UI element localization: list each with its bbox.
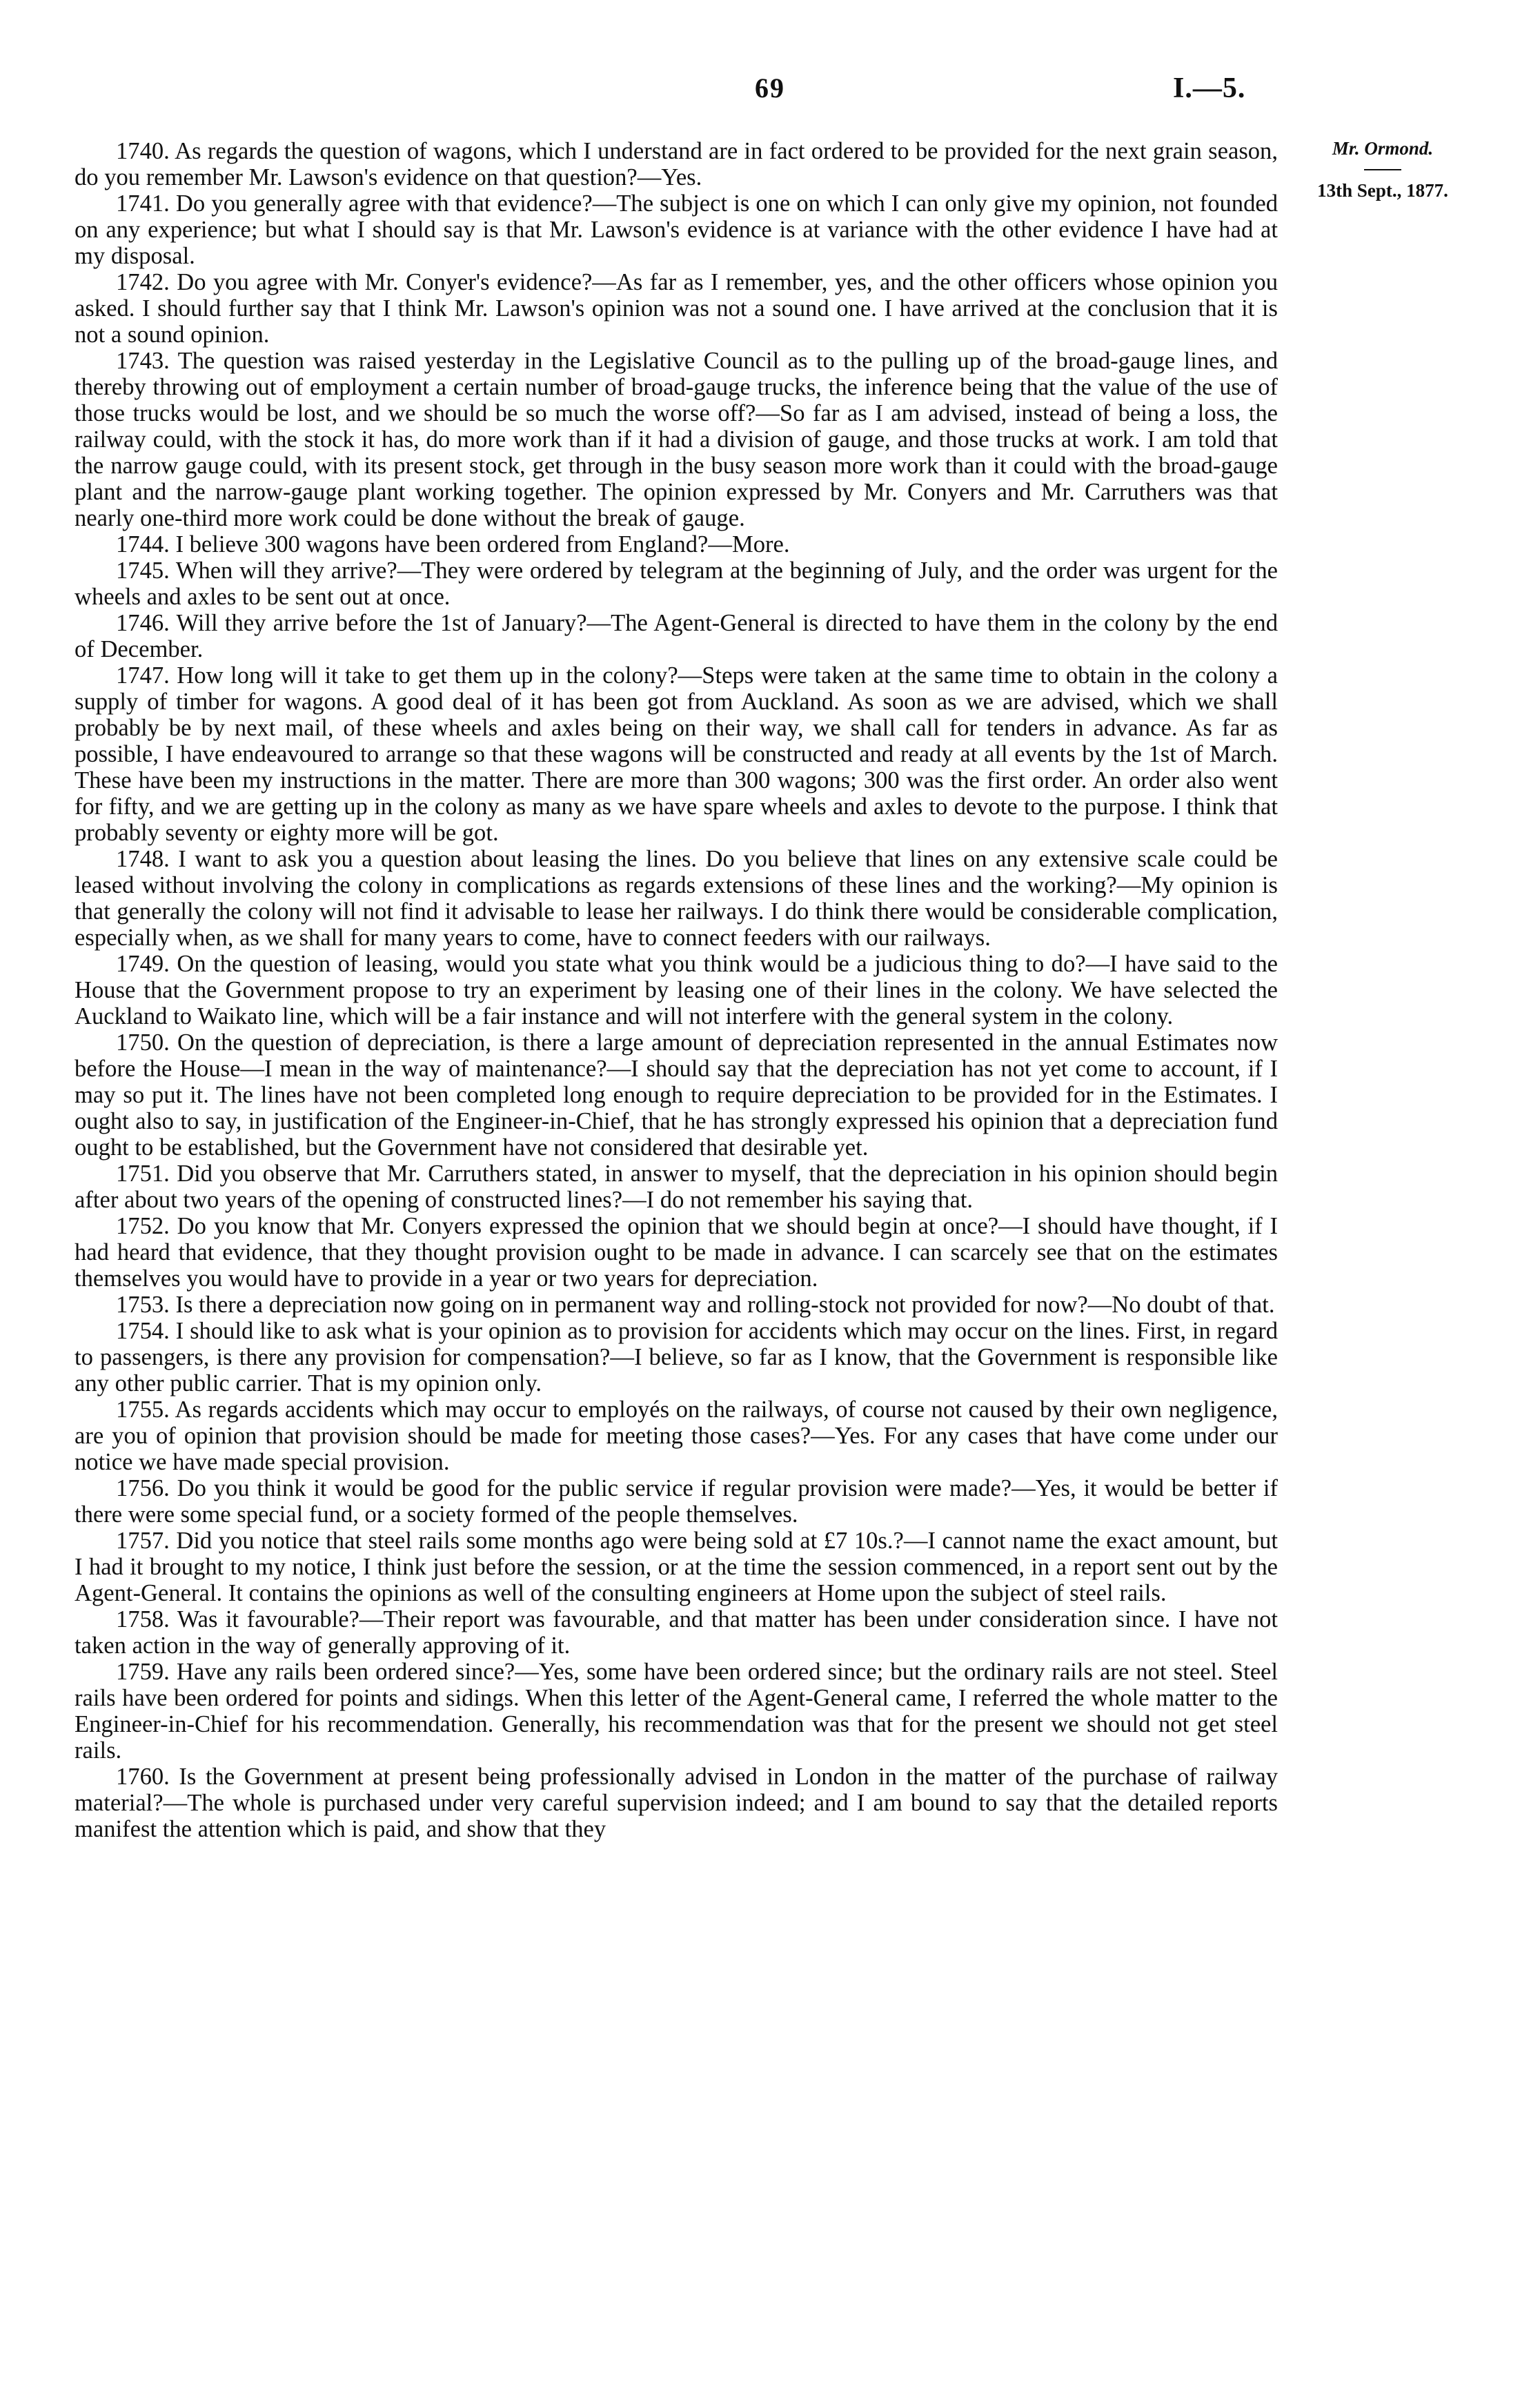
question-1755: 1755. As regards accidents which may occur to employés on the railways, of course not caused by their own negligence, are you of opinion that provision should be made for meeting those cases?—Yes. For any cases that have come under our notice we have made special provision. [75,1397,1278,1475]
question-1754: 1754. I should like to ask what is your opinion as to provision for accidents which may occur on the lines. First, in regard to passengers, is there any provision for compensation?—I believe, so far as I know, that the Government is responsible like any other public carrier. That is my opinion only. [75,1318,1278,1397]
session-date: 13th Sept., 1877. [1317,180,1448,201]
question-1744: 1744. I believe 300 wagons have been ordered from England?—More. [116,531,790,557]
evidence-body [75,138,1278,1842]
question-1753: 1753. Is there a depreciation now going on in permanent way and rolling-stock not provided for now?—No doubt of that. [116,1292,1275,1318]
question-1745: 1745. When will they arrive?—They were ordered by telegram at the beginning of July, and the order was urgent for the wheels and axles to be sent out at once. [75,557,1278,610]
margin-note [1300,138,1465,201]
question-1759: 1759. Have any rails been ordered since?—Yes, some have been ordered since; but the ordinary rails are not steel. Steel rails have been ordered for points and sidings. When this letter of the Agent-General came, I referred the whole matter to the Engineer-in-Chief for his recommendation. Generally, his recommendation was that for the present we should not get steel rails. [75,1659,1278,1764]
witness-name: Mr. Ormond. [1332,138,1434,159]
margin-divider [1364,169,1401,170]
question-1751: 1751. Did you observe that Mr. Carruthers stated, in answer to myself, that the depreciation in his opinion should begin after about two years of the opening of constructed lines?—I do not remember his saying that. [75,1161,1278,1213]
question-1749: 1749. On the question of leasing, would you state what you think would be a judicious thing to do?—I have said to the House that the Government propose to try an experiment by leasing one of their lines in the colony. We have selected the Auckland to Waikato line, which will be a fair instance and will not interfere with the general system in the colony. [75,951,1278,1029]
question-1758: 1758. Was it favourable?—Their report was favourable, and that matter has been under consideration since. I have not taken action in the way of generally approving of it. [75,1606,1278,1659]
question-1742: 1742. Do you agree with Mr. Conyer's evidence?—As far as I remember, yes, and the other officers whose opinion you asked. I should further say that I think Mr. Lawson's opinion was not a sound one. I have arrived at the conclusion that it is not a sound opinion. [75,269,1278,348]
question-1743: 1743. The question was raised yesterday in the Legislative Council as to the pulling up of the broad-gauge lines, and thereby throwing out of employment a certain number of broad-gauge trucks, the inference being that the value of the use of those trucks would be lost, and we should be so much the worse off?—So far as I am advised, instead of being a loss, the railway could, with the stock it has, do more work than if it had a division of gauge, and those trucks at work. I am told that the narrow gauge could, with its present stock, get through in the busy season more work than it could with the broad-gauge plant and the narrow-gauge plant working together. The opinion expressed by Mr. Conyers and Mr. Carruthers was that nearly one-third more work could be done without the break of gauge. [75,348,1278,531]
question-1756: 1756. Do you think it would be good for the public service if regular provision were made?—Yes, it would be better if there were some special fund, or a society formed of the people themselves. [75,1475,1278,1528]
question-1748: 1748. I want to ask you a question about leasing the lines. Do you believe that lines on any extensive scale could be leased without involving the colony in complications as regards extensions of these lines and the working?—My opinion is that generally the colony will not find it advisable to lease her railways. I do think there would be considerable complication, especially when, as we shall for many years to come, have to connect feeders with our railways. [75,846,1278,951]
page-number: 69 [755,72,785,103]
question-1752: 1752. Do you know that Mr. Conyers expressed the opinion that we should begin at once?—I should have thought, if I had heard that evidence, that they thought provision ought to be made in advance. I can scarcely see that on the estimates themselves you would have to provide in a year or two years for depreciation. [75,1213,1278,1292]
question-1740: 1740. As regards the question of wagons, which I understand are in fact ordered to be provided for the next grain season, do you remember Mr. Lawson's evidence on that question?—Yes. [75,138,1278,190]
document-reference: I.—5. [1173,72,1246,104]
question-1741: 1741. Do you generally agree with that evidence?—The subject is one on which I can only give my opinion, not founded on any experience; but what I should say is that Mr. Lawson's evidence is at variance with the other evidence I have had at my disposal. [75,190,1278,269]
question-1750: 1750. On the question of depreciation, is there a large amount of depreciation represented in the annual Estimates now before the House—I mean in the way of maintenance?—I should say that the depreciation has not yet come to account, if I may so put it. The lines have not been completed long enough to require depreciation to be provided for in the Estimates. I ought also to say, in justification of the Engineer-in-Chief, that he has strongly expressed his opinion that a depreciation fund ought to be established, but the Government have not considered that desirable yet. [75,1029,1278,1161]
question-1747: 1747. How long will it take to get them up in the colony?—Steps were taken at the same time to obtain in the colony a supply of timber for wagons. A good deal of it has been got from Auckland. As soon as we are advised, which we shall probably be by next mail, of these wheels and axles being on their way, we shall call for tenders in advance. As far as possible, I have endeavoured to arrange so that these wagons will be constructed and ready at all events by the 1st of March. These have been my instructions in the matter. There are more than 300 wagons; 300 was the first order. An order also went for fifty, and we are getting up in the colony as many as we have spare wheels and axles to devote to the purpose. I think that probably seventy or eighty more will be got. [75,662,1278,846]
question-1746: 1746. Will they arrive before the 1st of January?—The Agent-General is directed to have them in the colony by the end of December. [75,610,1278,662]
question-1757: 1757. Did you notice that steel rails some months ago were being sold at £7 10s.?—I cannot name the exact amount, but I had it brought to my notice, I think just before the session, or at the time the session commenced, in a report sent out by the Agent-General. It contains the opinions as well of the consulting engineers at Home upon the subject of steel rails. [75,1528,1278,1606]
question-1760: 1760. Is the Government at present being professionally advised in London in the matter of the purchase of railway material?—The whole is purchased under very careful supervision indeed; and I am bound to say that the detailed reports manifest the attention which is paid, and show that they [75,1764,1278,1842]
